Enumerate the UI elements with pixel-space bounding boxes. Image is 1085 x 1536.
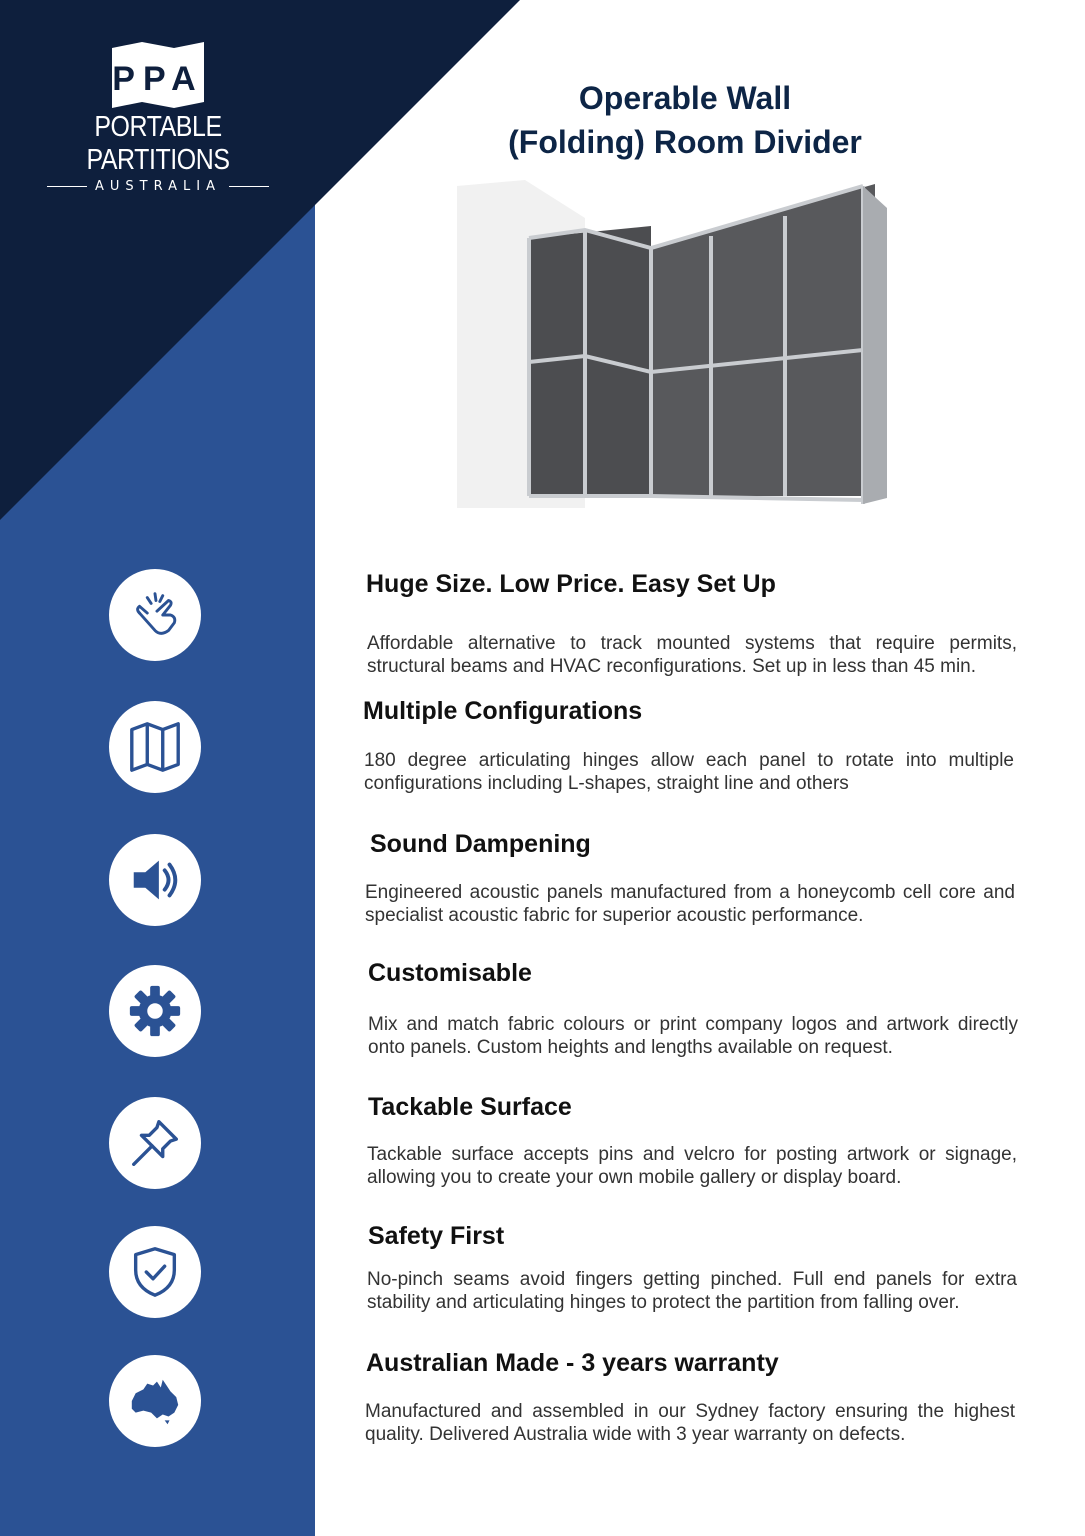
feature-heading: Multiple Configurations: [363, 697, 643, 725]
feature-text: Engineered acoustic panels manufactured from a honeycomb cell core and specialist acoustic fabric for superior acoustic performance.: [365, 882, 1015, 926]
feature-heading: Customisable: [368, 959, 532, 987]
feature-heading: Australian Made - 3 years warranty: [366, 1349, 779, 1377]
australia-map-icon: [109, 1355, 201, 1447]
gear-icon: [109, 965, 201, 1057]
speaker-icon: [109, 834, 201, 926]
feature-heading: Huge Size. Low Price. Easy Set Up: [366, 570, 776, 598]
ppa-logo: [28, 42, 288, 194]
feature-heading: Safety First: [368, 1222, 505, 1250]
feature-heading: Tackable Surface: [368, 1093, 572, 1121]
shield-check-icon: [109, 1226, 201, 1318]
finger-snap-icon: [109, 569, 201, 661]
map-icon: [109, 701, 201, 793]
pushpin-icon: [109, 1097, 201, 1189]
feature-text: Affordable alternative to track mounted systems that require permits, structural beams and HVAC reconfigurations. Set up in less than 45 min.: [367, 633, 1017, 677]
logo-country: AUSTRALIA: [95, 179, 221, 194]
feature-text: Tackable surface accepts pins and velcro for posting artwork or signage, allowing you to create your own mobile gallery or display board.: [367, 1144, 1017, 1188]
title-line-2: (Folding) Room Divider: [508, 124, 862, 160]
feature-text: 180 degree articulating hinges allow each panel to rotate into multiple configurations including L-shapes, straight line and others: [364, 750, 1014, 794]
feature-heading: Sound Dampening: [370, 830, 591, 858]
page-title: [470, 76, 900, 164]
feature-text: No-pinch seams avoid fingers getting pinched. Full end panels for extra stability and articulating hinges to protect the partition from falling over.: [367, 1269, 1017, 1313]
title-line-1: Operable Wall: [578, 80, 792, 116]
feature-text: Mix and match fabric colours or print company logos and artwork directly onto panels. Custom heights and lengths available on request.: [368, 1014, 1018, 1058]
feature-text: Manufactured and assembled in our Sydney factory ensuring the highest quality. Delivered Australia wide with 3 year warranty on defects.: [365, 1401, 1015, 1445]
logo-name: PORTABLE PARTITIONS: [86, 111, 230, 176]
logo-monogram: PPA: [112, 60, 204, 98]
product-image: [455, 178, 895, 518]
